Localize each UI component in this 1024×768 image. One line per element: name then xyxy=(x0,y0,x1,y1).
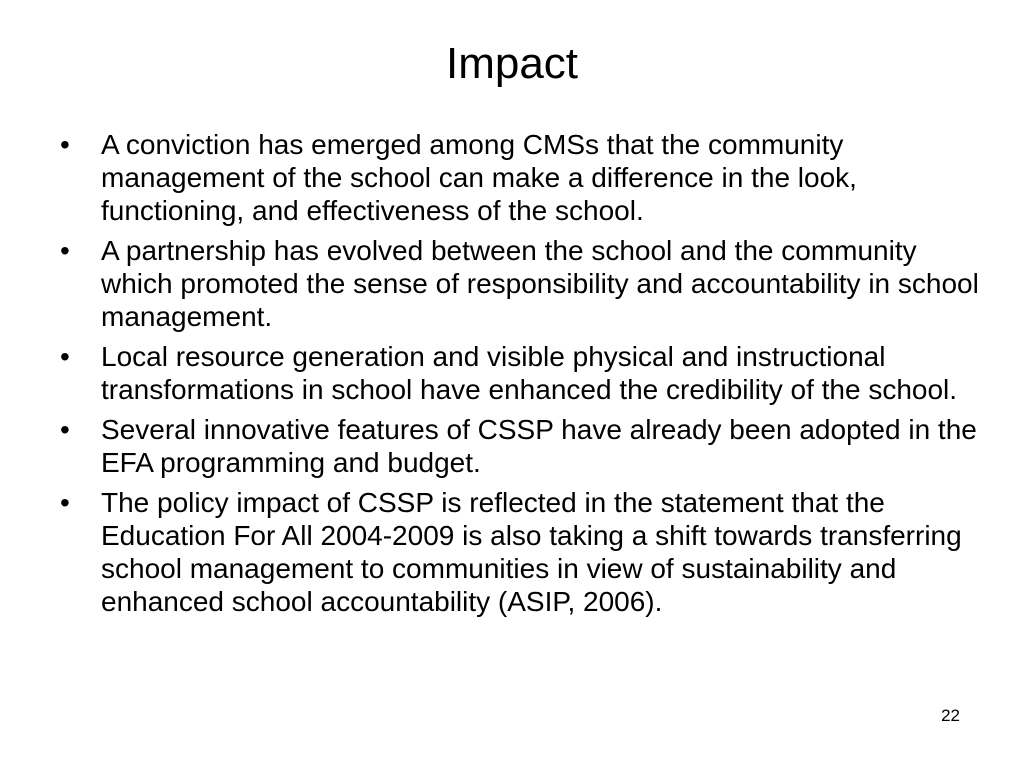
bullet-item xyxy=(60,413,980,479)
bullet-item xyxy=(60,340,980,406)
bullet-item xyxy=(60,234,980,333)
bullet-text: A partnership has evolved between the school and the community which promoted the sense of responsibility and accountability in school management. xyxy=(101,235,979,332)
bullet-item xyxy=(60,128,980,227)
bullet-list xyxy=(60,128,980,625)
bullet-dot-icon: • xyxy=(60,235,70,266)
bullet-text: The policy impact of CSSP is reflected in the statement that the Education For All 2004-2009 is also taking a shift towards transferring school management to communities in view of sustainability and enhanced school accountability (ASIP, 2006). xyxy=(101,487,962,617)
bullet-text: Local resource generation and visible physical and instructional transformations in school have enhanced the credibility of the school. xyxy=(101,341,958,405)
bullet-text: Several innovative features of CSSP have already been adopted in the EFA programming and budget. xyxy=(101,414,977,478)
bullet-item xyxy=(60,486,980,618)
page-number: 22 xyxy=(941,706,960,725)
bullet-dot-icon: • xyxy=(60,129,70,160)
bullet-dot-icon: • xyxy=(60,414,70,445)
bullet-text: A conviction has emerged among CMSs that the community management of the school can make a difference in the look, functioning, and effectiveness of the school. xyxy=(101,129,857,226)
slide-title: Impact xyxy=(445,39,579,88)
bullet-dot-icon: • xyxy=(60,341,70,372)
bullet-dot-icon: • xyxy=(60,487,70,518)
